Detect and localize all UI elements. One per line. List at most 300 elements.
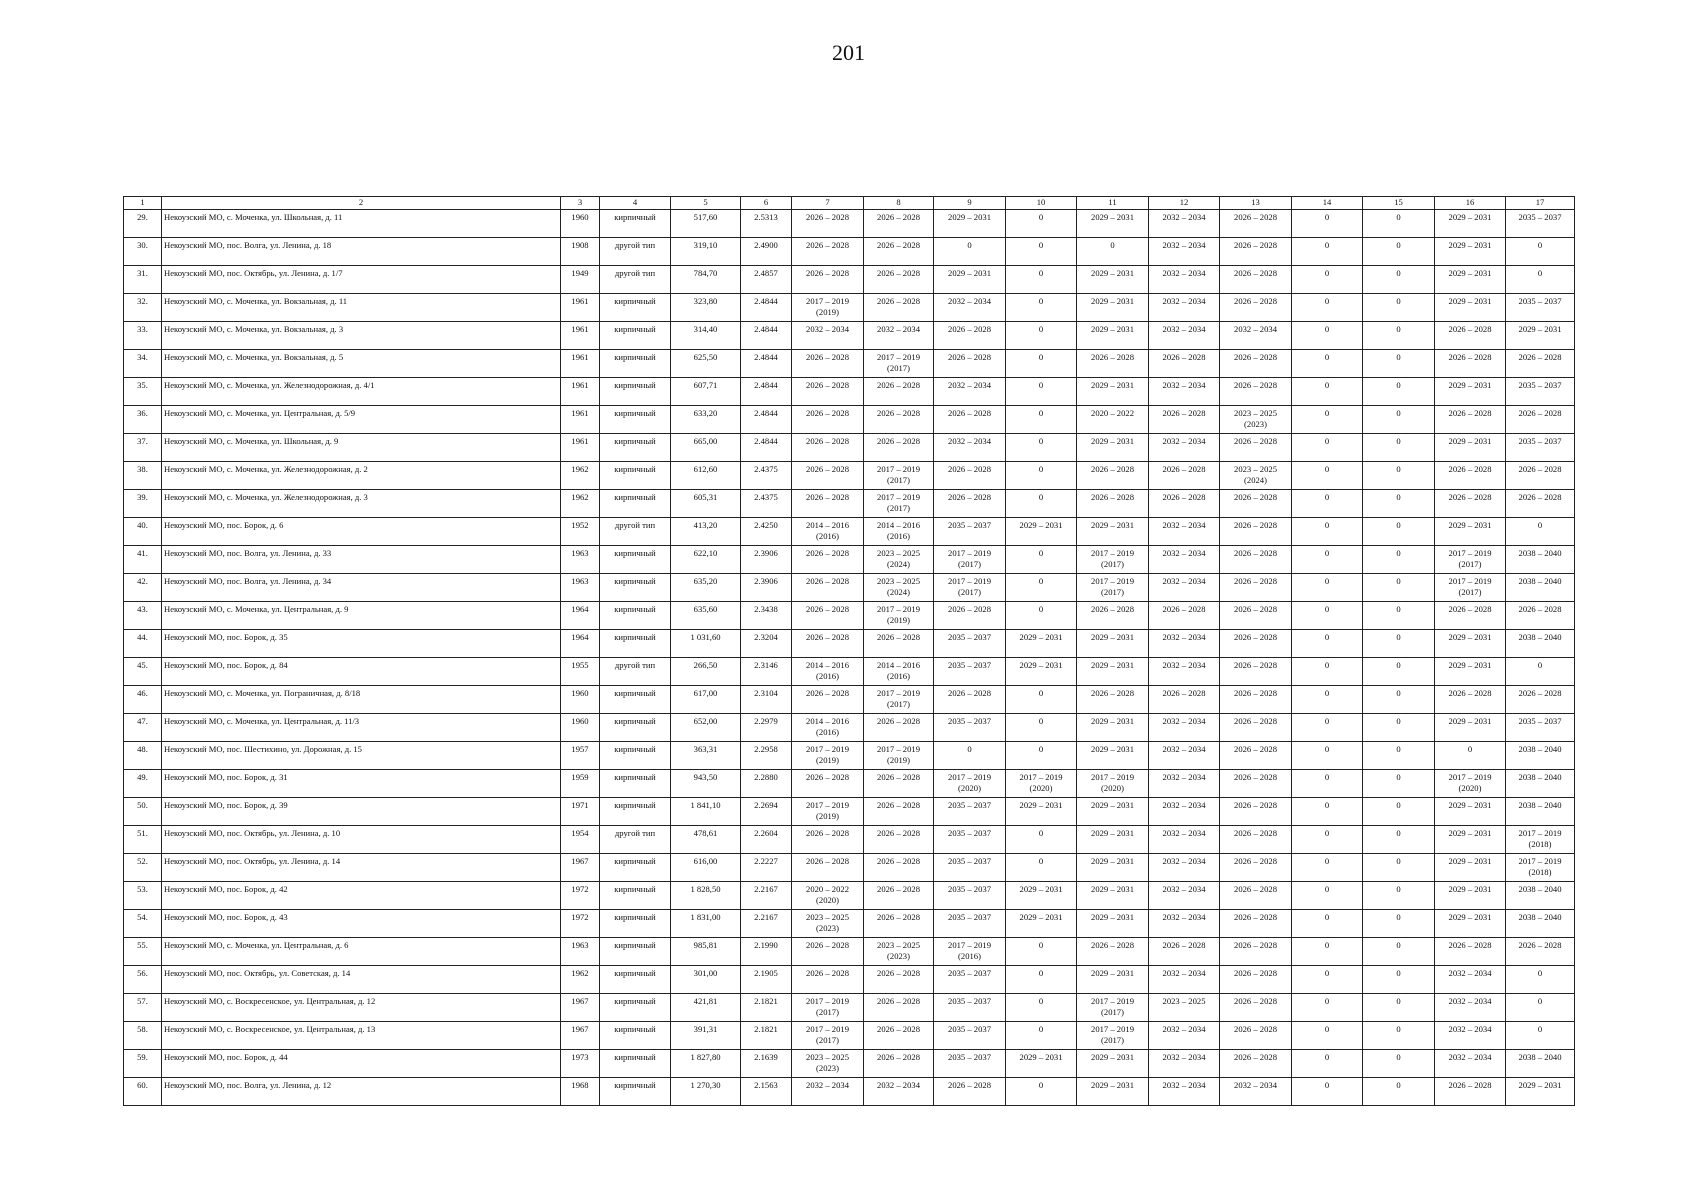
- table-cell: 0: [1006, 602, 1077, 630]
- table-cell: 0: [1363, 238, 1435, 266]
- table-cell: 2017 – 2019 (2019): [792, 798, 864, 826]
- table-cell: 0: [1363, 602, 1435, 630]
- table-cell: 1908: [561, 238, 600, 266]
- table-row: [124, 462, 1575, 490]
- table-cell: 0: [1292, 1022, 1363, 1050]
- row-number-cell: 57.: [124, 994, 162, 1022]
- table-cell: 2017 – 2019 (2017): [1435, 546, 1506, 574]
- table-cell: 1 831,00: [671, 910, 741, 938]
- row-number-cell: 47.: [124, 714, 162, 742]
- table-cell: 1 270,30: [671, 1078, 741, 1106]
- table-cell: кирпичный: [600, 630, 671, 658]
- table-cell: другой тип: [600, 518, 671, 546]
- table-cell: 2029 – 2031: [1006, 630, 1077, 658]
- row-number-cell: 52.: [124, 854, 162, 882]
- table-row: [124, 1022, 1575, 1050]
- table-cell: 0: [1006, 966, 1077, 994]
- row-number-cell: 44.: [124, 630, 162, 658]
- table-cell: 0: [1292, 882, 1363, 910]
- table-cell: 2026 – 2028: [1435, 462, 1506, 490]
- table-cell: 2026 – 2028: [792, 966, 864, 994]
- table-cell: 2026 – 2028: [1220, 266, 1292, 294]
- table-cell: 2032 – 2034: [1435, 1050, 1506, 1078]
- table-cell: 2.4844: [741, 294, 792, 322]
- table-row: [124, 350, 1575, 378]
- table-cell: 2035 – 2037: [1506, 378, 1575, 406]
- table-cell: 1968: [561, 1078, 600, 1106]
- table-cell: 2032 – 2034: [1149, 574, 1220, 602]
- table-cell: 625,50: [671, 350, 741, 378]
- table-cell: 2035 – 2037: [934, 854, 1006, 882]
- table-cell: 0: [1292, 770, 1363, 798]
- table-cell: 2026 – 2028: [1506, 490, 1575, 518]
- row-number-cell: 60.: [124, 1078, 162, 1106]
- table-cell: 0: [1435, 742, 1506, 770]
- table-cell: другой тип: [600, 826, 671, 854]
- table-cell: кирпичный: [600, 378, 671, 406]
- table-cell: 0: [1506, 994, 1575, 1022]
- table-cell: 0: [1077, 238, 1149, 266]
- table-row: [124, 630, 1575, 658]
- table-cell: 2026 – 2028: [1220, 910, 1292, 938]
- address-cell: Некоузский МО, пос. Октябрь, ул. Ленина, д. 10: [162, 826, 561, 854]
- table-cell: 2026 – 2028: [934, 686, 1006, 714]
- table-cell: 0: [1506, 518, 1575, 546]
- table-cell: 2029 – 2031: [1435, 826, 1506, 854]
- table-cell: 605,31: [671, 490, 741, 518]
- address-cell: Некоузский МО, пос. Волга, ул. Ленина, д. 34: [162, 574, 561, 602]
- table-cell: 2023 – 2025 (2023): [1220, 406, 1292, 434]
- table-cell: 0: [1363, 434, 1435, 462]
- table-cell: 2017 – 2019 (2017): [792, 1022, 864, 1050]
- table-cell: 2017 – 2019 (2017): [864, 462, 934, 490]
- table-cell: 2017 – 2019 (2018): [1506, 854, 1575, 882]
- table-cell: 2035 – 2037: [934, 882, 1006, 910]
- table-cell: 2026 – 2028: [1506, 406, 1575, 434]
- table-cell: 2026 – 2028: [792, 770, 864, 798]
- table-cell: 1963: [561, 546, 600, 574]
- column-number-cell: 13: [1220, 197, 1292, 210]
- table-cell: 2026 – 2028: [934, 490, 1006, 518]
- table-cell: 0: [1506, 266, 1575, 294]
- address-cell: Некоузский МО, с. Воскресенское, ул. Центральная, д. 13: [162, 1022, 561, 1050]
- row-number-cell: 51.: [124, 826, 162, 854]
- address-cell: Некоузский МО, пос. Октябрь, ул. Ленина, д. 1/7: [162, 266, 561, 294]
- table-cell: 2026 – 2028: [1077, 350, 1149, 378]
- table-cell: 2026 – 2028: [792, 574, 864, 602]
- table-cell: кирпичный: [600, 742, 671, 770]
- table-cell: 2026 – 2028: [792, 406, 864, 434]
- table-cell: 2029 – 2031: [1435, 378, 1506, 406]
- table-cell: 0: [1363, 826, 1435, 854]
- table-cell: 0: [1363, 966, 1435, 994]
- table-cell: кирпичный: [600, 1050, 671, 1078]
- column-number-header-row: [124, 197, 1575, 210]
- table-cell: 2026 – 2028: [934, 1078, 1006, 1106]
- table-cell: 2026 – 2028: [1220, 378, 1292, 406]
- column-number-cell: 6: [741, 197, 792, 210]
- table-cell: 2026 – 2028: [1220, 574, 1292, 602]
- table-cell: 0: [1006, 350, 1077, 378]
- table-cell: 2026 – 2028: [1077, 686, 1149, 714]
- table-cell: 0: [1292, 1078, 1363, 1106]
- table-cell: 2026 – 2028: [864, 378, 934, 406]
- table-cell: 0: [1292, 658, 1363, 686]
- table-cell: 635,60: [671, 602, 741, 630]
- table-cell: 985,81: [671, 938, 741, 966]
- table-cell: 2.2227: [741, 854, 792, 882]
- table-cell: 2032 – 2034: [1435, 1022, 1506, 1050]
- table-cell: 0: [1363, 714, 1435, 742]
- table-cell: 0: [1363, 686, 1435, 714]
- table-cell: 1961: [561, 434, 600, 462]
- table-cell: 2.2167: [741, 882, 792, 910]
- table-cell: 0: [1006, 714, 1077, 742]
- table-cell: 2.4844: [741, 434, 792, 462]
- table-cell: 0: [1363, 462, 1435, 490]
- table-cell: 2017 – 2019 (2017): [934, 574, 1006, 602]
- column-number-cell: 3: [561, 197, 600, 210]
- table-row: [124, 770, 1575, 798]
- row-number-cell: 38.: [124, 462, 162, 490]
- table-cell: 0: [1363, 882, 1435, 910]
- table-cell: кирпичный: [600, 994, 671, 1022]
- table-cell: 2035 – 2037: [934, 910, 1006, 938]
- housing-schedule-table: [123, 196, 1575, 1106]
- address-cell: Некоузский МО, с. Моченка, ул. Пограничная, д. 8/18: [162, 686, 561, 714]
- row-number-cell: 58.: [124, 1022, 162, 1050]
- table-cell: 2032 – 2034: [792, 322, 864, 350]
- table-cell: 2017 – 2019 (2019): [864, 742, 934, 770]
- table-cell: 2038 – 2040: [1506, 910, 1575, 938]
- table-cell: 2035 – 2037: [934, 1050, 1006, 1078]
- table-cell: 2017 – 2019 (2019): [792, 742, 864, 770]
- table-cell: 2.2694: [741, 798, 792, 826]
- table-cell: 2026 – 2028: [792, 350, 864, 378]
- column-number-cell: 10: [1006, 197, 1077, 210]
- table-cell: 0: [1363, 210, 1435, 238]
- table-cell: 617,00: [671, 686, 741, 714]
- table-cell: 2032 – 2034: [1149, 322, 1220, 350]
- address-cell: Некоузский МО, с. Моченка, ул. Вокзальная, д. 3: [162, 322, 561, 350]
- table-cell: 633,20: [671, 406, 741, 434]
- table-cell: кирпичный: [600, 322, 671, 350]
- row-number-cell: 46.: [124, 686, 162, 714]
- column-number-cell: 11: [1077, 197, 1149, 210]
- table-cell: 635,20: [671, 574, 741, 602]
- table-cell: 319,10: [671, 238, 741, 266]
- table-cell: 2026 – 2028: [792, 854, 864, 882]
- table-cell: 0: [1006, 434, 1077, 462]
- table-cell: 2029 – 2031: [1077, 630, 1149, 658]
- table-cell: 0: [1506, 238, 1575, 266]
- table-cell: 2032 – 2034: [1149, 770, 1220, 798]
- table-cell: 2023 – 2025 (2024): [864, 546, 934, 574]
- table-row: [124, 490, 1575, 518]
- table-cell: 2029 – 2031: [1006, 658, 1077, 686]
- table-cell: 0: [1363, 378, 1435, 406]
- table-cell: 1 828,50: [671, 882, 741, 910]
- table-cell: 2026 – 2028: [934, 322, 1006, 350]
- table-cell: 2029 – 2031: [1006, 882, 1077, 910]
- table-cell: 0: [1292, 546, 1363, 574]
- table-cell: 2029 – 2031: [1435, 630, 1506, 658]
- table-cell: 2.1563: [741, 1078, 792, 1106]
- table-cell: 1959: [561, 770, 600, 798]
- table-cell: кирпичный: [600, 854, 671, 882]
- table-cell: 1963: [561, 938, 600, 966]
- table-cell: 2017 – 2019 (2020): [1435, 770, 1506, 798]
- table-cell: 2029 – 2031: [1077, 854, 1149, 882]
- table-cell: 0: [1292, 966, 1363, 994]
- table-cell: 2020 – 2022 (2020): [792, 882, 864, 910]
- table-cell: 363,31: [671, 742, 741, 770]
- table-cell: 1964: [561, 630, 600, 658]
- table-cell: 2029 – 2031: [1435, 518, 1506, 546]
- table-cell: 2026 – 2028: [1220, 1022, 1292, 1050]
- table-cell: 0: [1292, 742, 1363, 770]
- table-cell: 2029 – 2031: [1435, 714, 1506, 742]
- table-cell: 2035 – 2037: [934, 1022, 1006, 1050]
- table-cell: 2014 – 2016 (2016): [792, 518, 864, 546]
- table-cell: 2026 – 2028: [1220, 854, 1292, 882]
- column-number-cell: 12: [1149, 197, 1220, 210]
- table-cell: 1967: [561, 854, 600, 882]
- table-cell: 0: [1292, 350, 1363, 378]
- table-cell: 2029 – 2031: [1077, 798, 1149, 826]
- table-cell: 2026 – 2028: [1435, 1078, 1506, 1106]
- table-row: [124, 826, 1575, 854]
- table-cell: кирпичный: [600, 882, 671, 910]
- table-cell: 2032 – 2034: [1149, 966, 1220, 994]
- table-cell: 2026 – 2028: [1077, 938, 1149, 966]
- table-cell: 2032 – 2034: [864, 1078, 934, 1106]
- table-row: [124, 210, 1575, 238]
- table-cell: 2026 – 2028: [792, 266, 864, 294]
- table-cell: 2032 – 2034: [1149, 630, 1220, 658]
- table-cell: 943,50: [671, 770, 741, 798]
- table-cell: 413,20: [671, 518, 741, 546]
- table-cell: 2035 – 2037: [934, 994, 1006, 1022]
- table-cell: 2026 – 2028: [934, 406, 1006, 434]
- row-number-cell: 49.: [124, 770, 162, 798]
- table-cell: 2.3906: [741, 574, 792, 602]
- table-cell: 1962: [561, 462, 600, 490]
- table-row: [124, 938, 1575, 966]
- table-cell: 2032 – 2034: [792, 1078, 864, 1106]
- table-row: [124, 238, 1575, 266]
- table-cell: 266,50: [671, 658, 741, 686]
- address-cell: Некоузский МО, пос. Волга, ул. Ленина, д. 18: [162, 238, 561, 266]
- table-cell: 0: [1006, 686, 1077, 714]
- table-cell: 1961: [561, 350, 600, 378]
- table-row: [124, 1078, 1575, 1106]
- column-number-cell: 7: [792, 197, 864, 210]
- table-cell: 2038 – 2040: [1506, 882, 1575, 910]
- table-cell: 0: [1363, 490, 1435, 518]
- table-cell: 2035 – 2037: [1506, 434, 1575, 462]
- table-cell: 2026 – 2028: [1220, 714, 1292, 742]
- table-row: [124, 966, 1575, 994]
- table-cell: 2026 – 2028: [792, 238, 864, 266]
- table-cell: 2026 – 2028: [864, 826, 934, 854]
- table-cell: 2.2167: [741, 910, 792, 938]
- table-cell: 2026 – 2028: [1435, 938, 1506, 966]
- table-cell: 2032 – 2034: [1149, 742, 1220, 770]
- table-cell: 0: [1292, 994, 1363, 1022]
- table-cell: 2029 – 2031: [1077, 826, 1149, 854]
- table-cell: 1 841,10: [671, 798, 741, 826]
- row-number-cell: 34.: [124, 350, 162, 378]
- table-row: [124, 266, 1575, 294]
- table-cell: 0: [1292, 294, 1363, 322]
- table-cell: 2032 – 2034: [1149, 210, 1220, 238]
- table-cell: 0: [1292, 378, 1363, 406]
- table-cell: 2.4250: [741, 518, 792, 546]
- table-cell: 0: [1292, 798, 1363, 826]
- table-cell: другой тип: [600, 658, 671, 686]
- table-cell: 2.4375: [741, 490, 792, 518]
- table-cell: 2014 – 2016 (2016): [864, 658, 934, 686]
- table-cell: 2017 – 2019 (2020): [1077, 770, 1149, 798]
- table-cell: 2026 – 2028: [1077, 490, 1149, 518]
- row-number-cell: 43.: [124, 602, 162, 630]
- address-cell: Некоузский МО, пос. Шестихино, ул. Дорожная, д. 15: [162, 742, 561, 770]
- table-cell: 0: [1006, 210, 1077, 238]
- table-cell: кирпичный: [600, 574, 671, 602]
- table-cell: 2032 – 2034: [1435, 966, 1506, 994]
- table-cell: 2038 – 2040: [1506, 1050, 1575, 1078]
- table-cell: 2026 – 2028: [864, 882, 934, 910]
- address-cell: Некоузский МО, с. Моченка, ул. Школьная, д. 9: [162, 434, 561, 462]
- table-cell: 2026 – 2028: [1506, 462, 1575, 490]
- table-cell: 2026 – 2028: [792, 938, 864, 966]
- row-number-cell: 36.: [124, 406, 162, 434]
- table-cell: 2026 – 2028: [792, 378, 864, 406]
- table-cell: 2026 – 2028: [864, 854, 934, 882]
- table-cell: 2026 – 2028: [792, 826, 864, 854]
- table-cell: 2029 – 2031: [1077, 1050, 1149, 1078]
- table-cell: 1957: [561, 742, 600, 770]
- table-cell: 2032 – 2034: [1149, 1050, 1220, 1078]
- table-cell: 2032 – 2034: [1220, 1078, 1292, 1106]
- table-cell: 2035 – 2037: [934, 826, 1006, 854]
- table-cell: 784,70: [671, 266, 741, 294]
- table-cell: 0: [1292, 238, 1363, 266]
- table-cell: 0: [1292, 490, 1363, 518]
- table-cell: 2.4844: [741, 350, 792, 378]
- table-cell: 2029 – 2031: [1435, 294, 1506, 322]
- table-cell: 2026 – 2028: [1149, 406, 1220, 434]
- table-cell: 2023 – 2025 (2023): [864, 938, 934, 966]
- table-cell: 2035 – 2037: [934, 518, 1006, 546]
- row-number-cell: 54.: [124, 910, 162, 938]
- table-cell: 0: [1006, 994, 1077, 1022]
- table-cell: 2026 – 2028: [864, 966, 934, 994]
- table-cell: 2017 – 2019 (2019): [864, 602, 934, 630]
- table-cell: 0: [934, 742, 1006, 770]
- table-cell: 2029 – 2031: [1506, 322, 1575, 350]
- table-cell: 2026 – 2028: [1435, 602, 1506, 630]
- table-cell: 2029 – 2031: [1077, 266, 1149, 294]
- table-cell: 2026 – 2028: [1220, 994, 1292, 1022]
- table-cell: 2032 – 2034: [1149, 294, 1220, 322]
- address-cell: Некоузский МО, с. Моченка, ул. Вокзальная, д. 11: [162, 294, 561, 322]
- table-cell: 2026 – 2028: [1149, 490, 1220, 518]
- table-cell: 1972: [561, 910, 600, 938]
- table-cell: 2020 – 2022: [1077, 406, 1149, 434]
- address-cell: Некоузский МО, пос. Борок, д. 43: [162, 910, 561, 938]
- table-cell: 2032 – 2034: [864, 322, 934, 350]
- table-cell: 0: [1292, 574, 1363, 602]
- table-row: [124, 994, 1575, 1022]
- table-cell: 2029 – 2031: [1077, 882, 1149, 910]
- page-number: 201: [832, 40, 865, 65]
- table-cell: 2026 – 2028: [1220, 826, 1292, 854]
- table-cell: 0: [1006, 490, 1077, 518]
- address-cell: Некоузский МО, с. Моченка, ул. Центральная, д. 11/3: [162, 714, 561, 742]
- table-cell: 2038 – 2040: [1506, 574, 1575, 602]
- table-cell: 1961: [561, 322, 600, 350]
- table-cell: 612,60: [671, 462, 741, 490]
- table-cell: 0: [1292, 938, 1363, 966]
- table-cell: 2029 – 2031: [1435, 266, 1506, 294]
- table-cell: 2026 – 2028: [792, 686, 864, 714]
- table-cell: 2.4844: [741, 378, 792, 406]
- table-cell: 0: [1292, 602, 1363, 630]
- table-cell: 2017 – 2019 (2017): [1077, 1022, 1149, 1050]
- table-cell: 0: [1363, 798, 1435, 826]
- table-cell: 0: [1363, 518, 1435, 546]
- table-cell: 2029 – 2031: [1435, 238, 1506, 266]
- table-cell: кирпичный: [600, 714, 671, 742]
- column-number-cell: 17: [1506, 197, 1575, 210]
- table-cell: 2029 – 2031: [1435, 882, 1506, 910]
- table-cell: 2038 – 2040: [1506, 770, 1575, 798]
- table-cell: 2029 – 2031: [1077, 210, 1149, 238]
- table-cell: 2017 – 2019 (2016): [934, 938, 1006, 966]
- address-cell: Некоузский МО, пос. Борок, д. 31: [162, 770, 561, 798]
- column-number-cell: 4: [600, 197, 671, 210]
- table-cell: 0: [1006, 406, 1077, 434]
- table-cell: 2026 – 2028: [1220, 490, 1292, 518]
- row-number-cell: 33.: [124, 322, 162, 350]
- table-cell: 2.2880: [741, 770, 792, 798]
- table-cell: 2023 – 2025 (2023): [792, 910, 864, 938]
- table-cell: 2026 – 2028: [934, 462, 1006, 490]
- row-number-cell: 31.: [124, 266, 162, 294]
- table-cell: 1962: [561, 490, 600, 518]
- row-number-cell: 48.: [124, 742, 162, 770]
- table-cell: кирпичный: [600, 406, 671, 434]
- table-row: [124, 910, 1575, 938]
- table-cell: 622,10: [671, 546, 741, 574]
- table-cell: 2.2958: [741, 742, 792, 770]
- table-cell: 0: [1006, 854, 1077, 882]
- table-cell: 0: [1006, 1078, 1077, 1106]
- table-cell: 2032 – 2034: [934, 378, 1006, 406]
- column-number-cell: 16: [1435, 197, 1506, 210]
- table-cell: 2035 – 2037: [1506, 210, 1575, 238]
- address-cell: Некоузский МО, пос. Борок, д. 39: [162, 798, 561, 826]
- table-cell: 2026 – 2028: [1220, 798, 1292, 826]
- table-cell: кирпичный: [600, 966, 671, 994]
- table-cell: 1955: [561, 658, 600, 686]
- table-cell: 2023 – 2025: [1149, 994, 1220, 1022]
- table-cell: 2026 – 2028: [1506, 938, 1575, 966]
- table-row: [124, 714, 1575, 742]
- table-cell: 1960: [561, 686, 600, 714]
